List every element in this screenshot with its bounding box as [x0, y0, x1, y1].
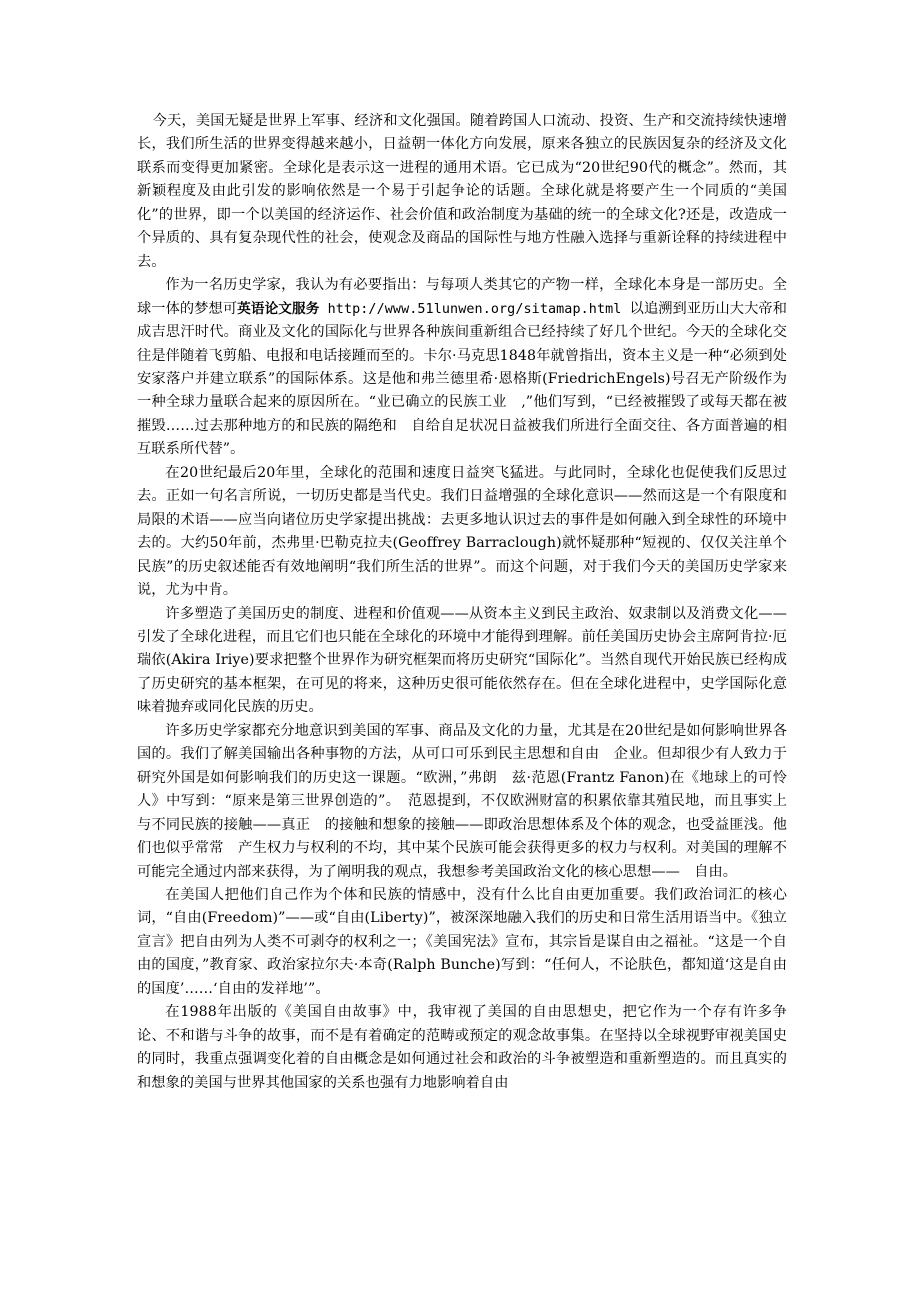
paragraph-7: 在1988年出版的《美国自由故事》中，我审视了美国的自由思想史，把它作为一个存有许多争论、不和谐与斗争的故事，而不是有着确定的范畴或预定的观念故事集。在坚持以全球视野审视美国史的同时，我重点强调变化着的自由概念是如何通过社会和政治的斗争被塑造和重新塑造的。而且真实的和想象的美国与世界其他国家的关系也强有力地影响着自由 — [137, 1004, 787, 1091]
essay-service-link[interactable]: 英语论文服务 — [237, 300, 320, 317]
paragraph-1: 今天，美国无疑是世界上军事、经济和文化强国。随着跨国人口流动、投资、生产和交流持续快速增长，我们所生活的世界变得越来越小，日益朝一体化方向发展，原来各独立的民族因复杂的经济及文化联系而变得更加紧密。全球化是表示这一进程的通用术语。它已成为“20世纪90代的概念”。然而，其新颖程度及由此引发的影响依然是一个易于引起争论的话题。全球化就是将要产生一个同质的“美国化”的世界，即一个以美国的经济运作、社会价值和政治制度为基础的统一的全球文化?还是，改造成一个异质的、具有复杂现代性的社会，使观念及商品的国际性与地方性融入选择与重新诠释的持续进程中去。 — [137, 113, 787, 270]
paragraph-3: 在20世纪最后20年里，全球化的范围和速度日益突飞猛进。与此同时，全球化也促使我们反思过去。正如一句名言所说，一切历史都是当代史。我们日益增强的全球化意识——然而这是一个有限度和局限的术语——应当向诸位历史学家提出挑战：去更多地认识过去的事件是如何融入到全球性的环境中去的。大约50年前，杰弗里·巴勒克拉夫(Geoffrey Barraclough)就怀疑那种“短视的、仅仅关注单个民族”的历史叙述能否有效地阐明“我们所生活的世界”。而这个问题，对于我们今天的美国历史学家来说，尤为中肯。 — [137, 464, 787, 599]
paragraph-2-text-b: 以追溯到亚历山大大帝和成吉思汗时代。商业及文化的国际化与世界各种族间重新组合已经持续了好几个世纪。今天的全球化交往是伴随着飞剪船、电报和电话接踵而至的。卡尔·马克思1848年就曾指出，资本主义是一种“必须到处安家落户并建立联系”的国际体系。这是他和弗兰德里希·恩格斯(FriedrichEngels)号召无产阶级作为一种全球力量联合起来的原因所在。“业已确立的民族工业 ,”他们写到，“已经被摧毁了或每天都在被摧毁……过去那种地方的和民族的隔绝和 自给自足状况日益被我们所进行全面交往、各方面普遍的相互联系所代替”。 — [137, 300, 787, 458]
url-text[interactable]: http://www.51lunwen.org/sitamap.html — [319, 301, 630, 317]
paragraph-2-text-a: 作为一名历史学家，我认为有必要指出：与每项人类其它的产物一样，全球化本身是一部历史。全球一体的梦想可 — [137, 277, 787, 317]
paragraph-5: 许多历史学家都充分地意识到美国的军事、商品及文化的力量，尤其是在20世纪是如何影响世界各国的。我们了解美国输出各种事物的方法，从可口可乐到民主思想和自由 企业。但却很少有人致力于研究外国是如何影响我们的历史这一课题。“欧洲，”弗朗 兹·范恩(Frantz Fanon)在《地球上的可怜人》中写到：“原来是第三世界创造的”。 范恩提到，不仅欧洲财富的积累依靠其殖民地，而且事实上与不同民族的接触——真正 的接触和想象的接触——即政治思想体系及个体的观念，也受益匪浅。他们也似乎常常 产生权力与权利的不均，其中某个民族可能会获得更多的权力与权利。对美国的理解不 可能完全通过内部来获得，为了阐明我的观点，我想参考美国政治文化的核心思想—— 自由。 — [137, 722, 802, 880]
paragraph-6: 在美国人把他们自己作为个体和民族的情感中，没有什么比自由更加重要。我们政治词汇的核心词，“自由(Freedom)”——或“自由(Liberty)”，被深深地融入我们的历史和日常生活用语当中。《独立宣言》把自由列为人类不可剥夺的权利之一；《美国宪法》宣布，其宗旨是谋自由之福祉。“这是一个自由的国度，”教育家、政治家拉尔夫·本奇(Ralph Bunche)写到：“任何人，不论肤色，都知道‘这是自由的国度’……‘自由的发祥地’”。 — [137, 886, 787, 997]
paragraph-4: 许多塑造了美国历史的制度、进程和价值观——从资本主义到民主政治、奴隶制以及消费文化——引发了全球化进程，而且它们也只能在全球化的环境中才能得到理解。前任美国历史协会主席阿肯拉·厄瑞依(Akira Iriye)要求把整个世界作为研究框架而将历史研究“国际化”。当然自现代开始民族已经构成了历史研究的基本框架，在可见的将来，这种历史很可能依然存在。但在全球化进程中，史学国际化意味着抛弃或同化民族的历史。 — [137, 605, 787, 716]
paragraph-2 — [137, 274, 787, 462]
